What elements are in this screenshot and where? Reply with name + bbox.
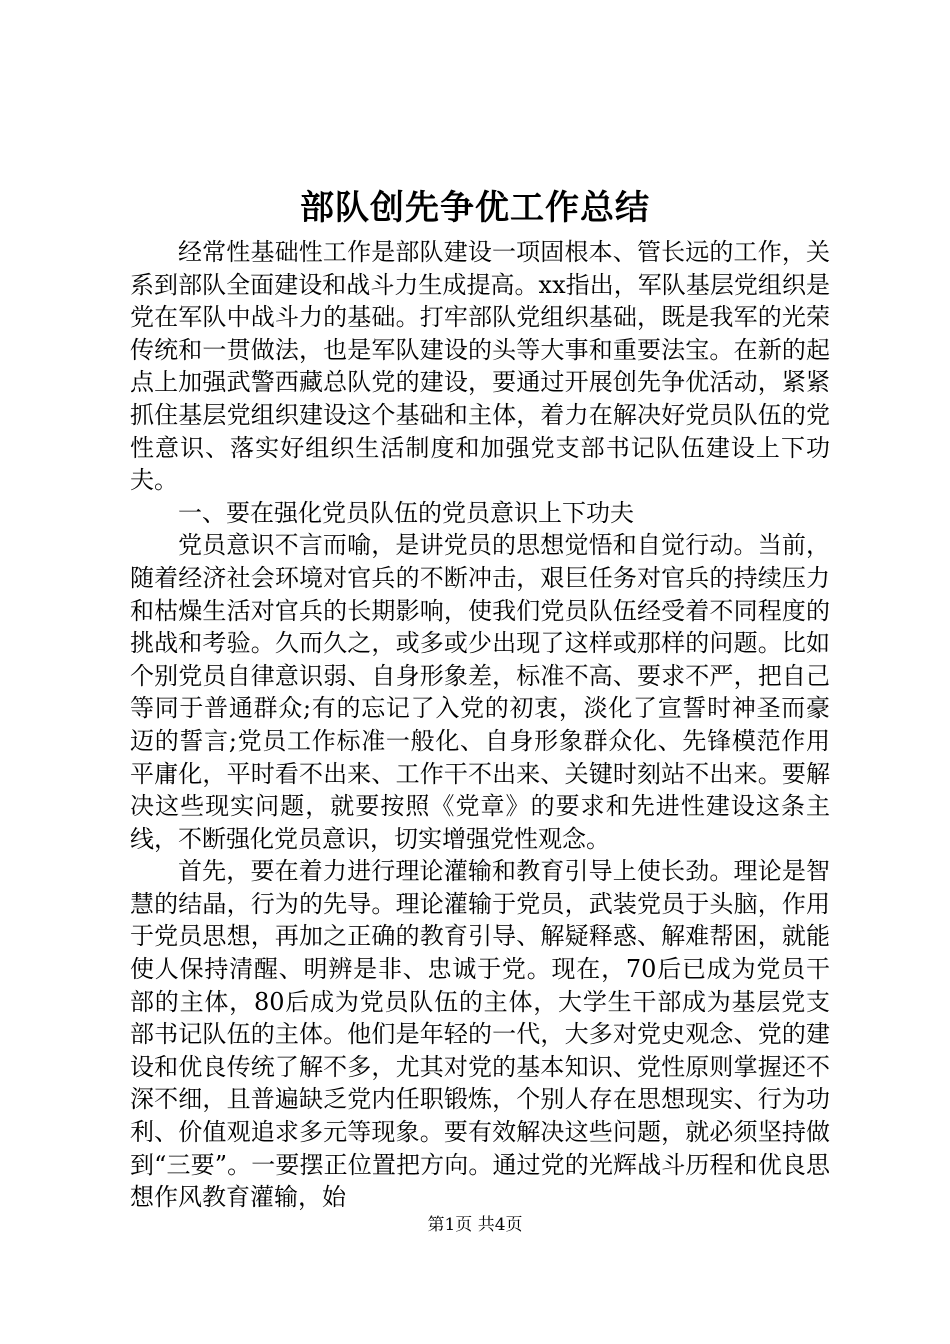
document-title: 部队创先争优工作总结 [300,188,650,228]
paragraph-theory-education: 首先，要在着力进行理论灌输和教育引导上使长劲。理论是智慧的结晶，行为的先导。理论灌输于党员，武装党员于头脑，作用于党员思想，再加之正确的教育引导、解疑释惑、解难帮困，就能使人保持清醒、明辨是非、忠诚于党。现在，70后已成为党员干部的主体，80后成为党员队伍的主体，大学生干部成为基层党支部书记队伍的主体。他们是年轻的一代，大多对党史观念、党的建设和优良传统了解不多，尤其对党的基本知识、党性原则掌握还不深不细，且普遍缺乏党内任职锻炼，个别人存在思想现实、行为功利、价值观追求多元等现象。要有效解决这些问题，就必须坚持做到“三要”。一要摆正位置把方向。通过党的光辉战斗历程和优良思想作风教育灌输，始 [130,857,830,1212]
paragraph-party-awareness: 党员意识不言而喻，是讲党员的思想觉悟和自觉行动。当前，随着经济社会环境对官兵的不断冲击，艰巨任务对官兵的持续压力和枯燥生活对官兵的长期影响，使我们党员队伍经受着不同程度的挑战和考验。久而久之，或多或少出现了这样或那样的问题。比如个别党员自律意识弱、自身形象差，标准不高、要求不严，把自己等同于普通群众;有的忘记了入党的初衷，淡化了宣誓时神圣而豪迈的誓言;党员工作标准一般化、自身形象群众化、先锋模范作用平庸化，平时看不出来、工作干不出来、关键时刻站不出来。要解决这些现实问题，就要按照《党章》的要求和先进性建设这条主线，不断强化党员意识，切实增强党性观念。 [130,531,830,853]
page-footer: 第1页 共4页 [427,1215,523,1235]
document-body [130,236,830,1214]
paragraph-intro: 经常性基础性工作是部队建设一项固根本、管长远的工作，关系到部队全面建设和战斗力生成提高。xx指出，军队基层党组织是党在军队中战斗力的基础。打牢部队党组织基础，既是我军的光荣传统和一贯做法，也是军队建设的头等大事和重要法宝。在新的起点上加强武警西藏总队党的建设，要通过开展创先争优活动，紧紧抓住基层党组织建设这个基础和主体，着力在解决好党员队伍的党性意识、落实好组织生活制度和加强党支部书记队伍建设上下功夫。 [130,238,830,495]
section-heading-1: 一、要在强化党员队伍的党员意识上下功夫 [178,498,634,527]
